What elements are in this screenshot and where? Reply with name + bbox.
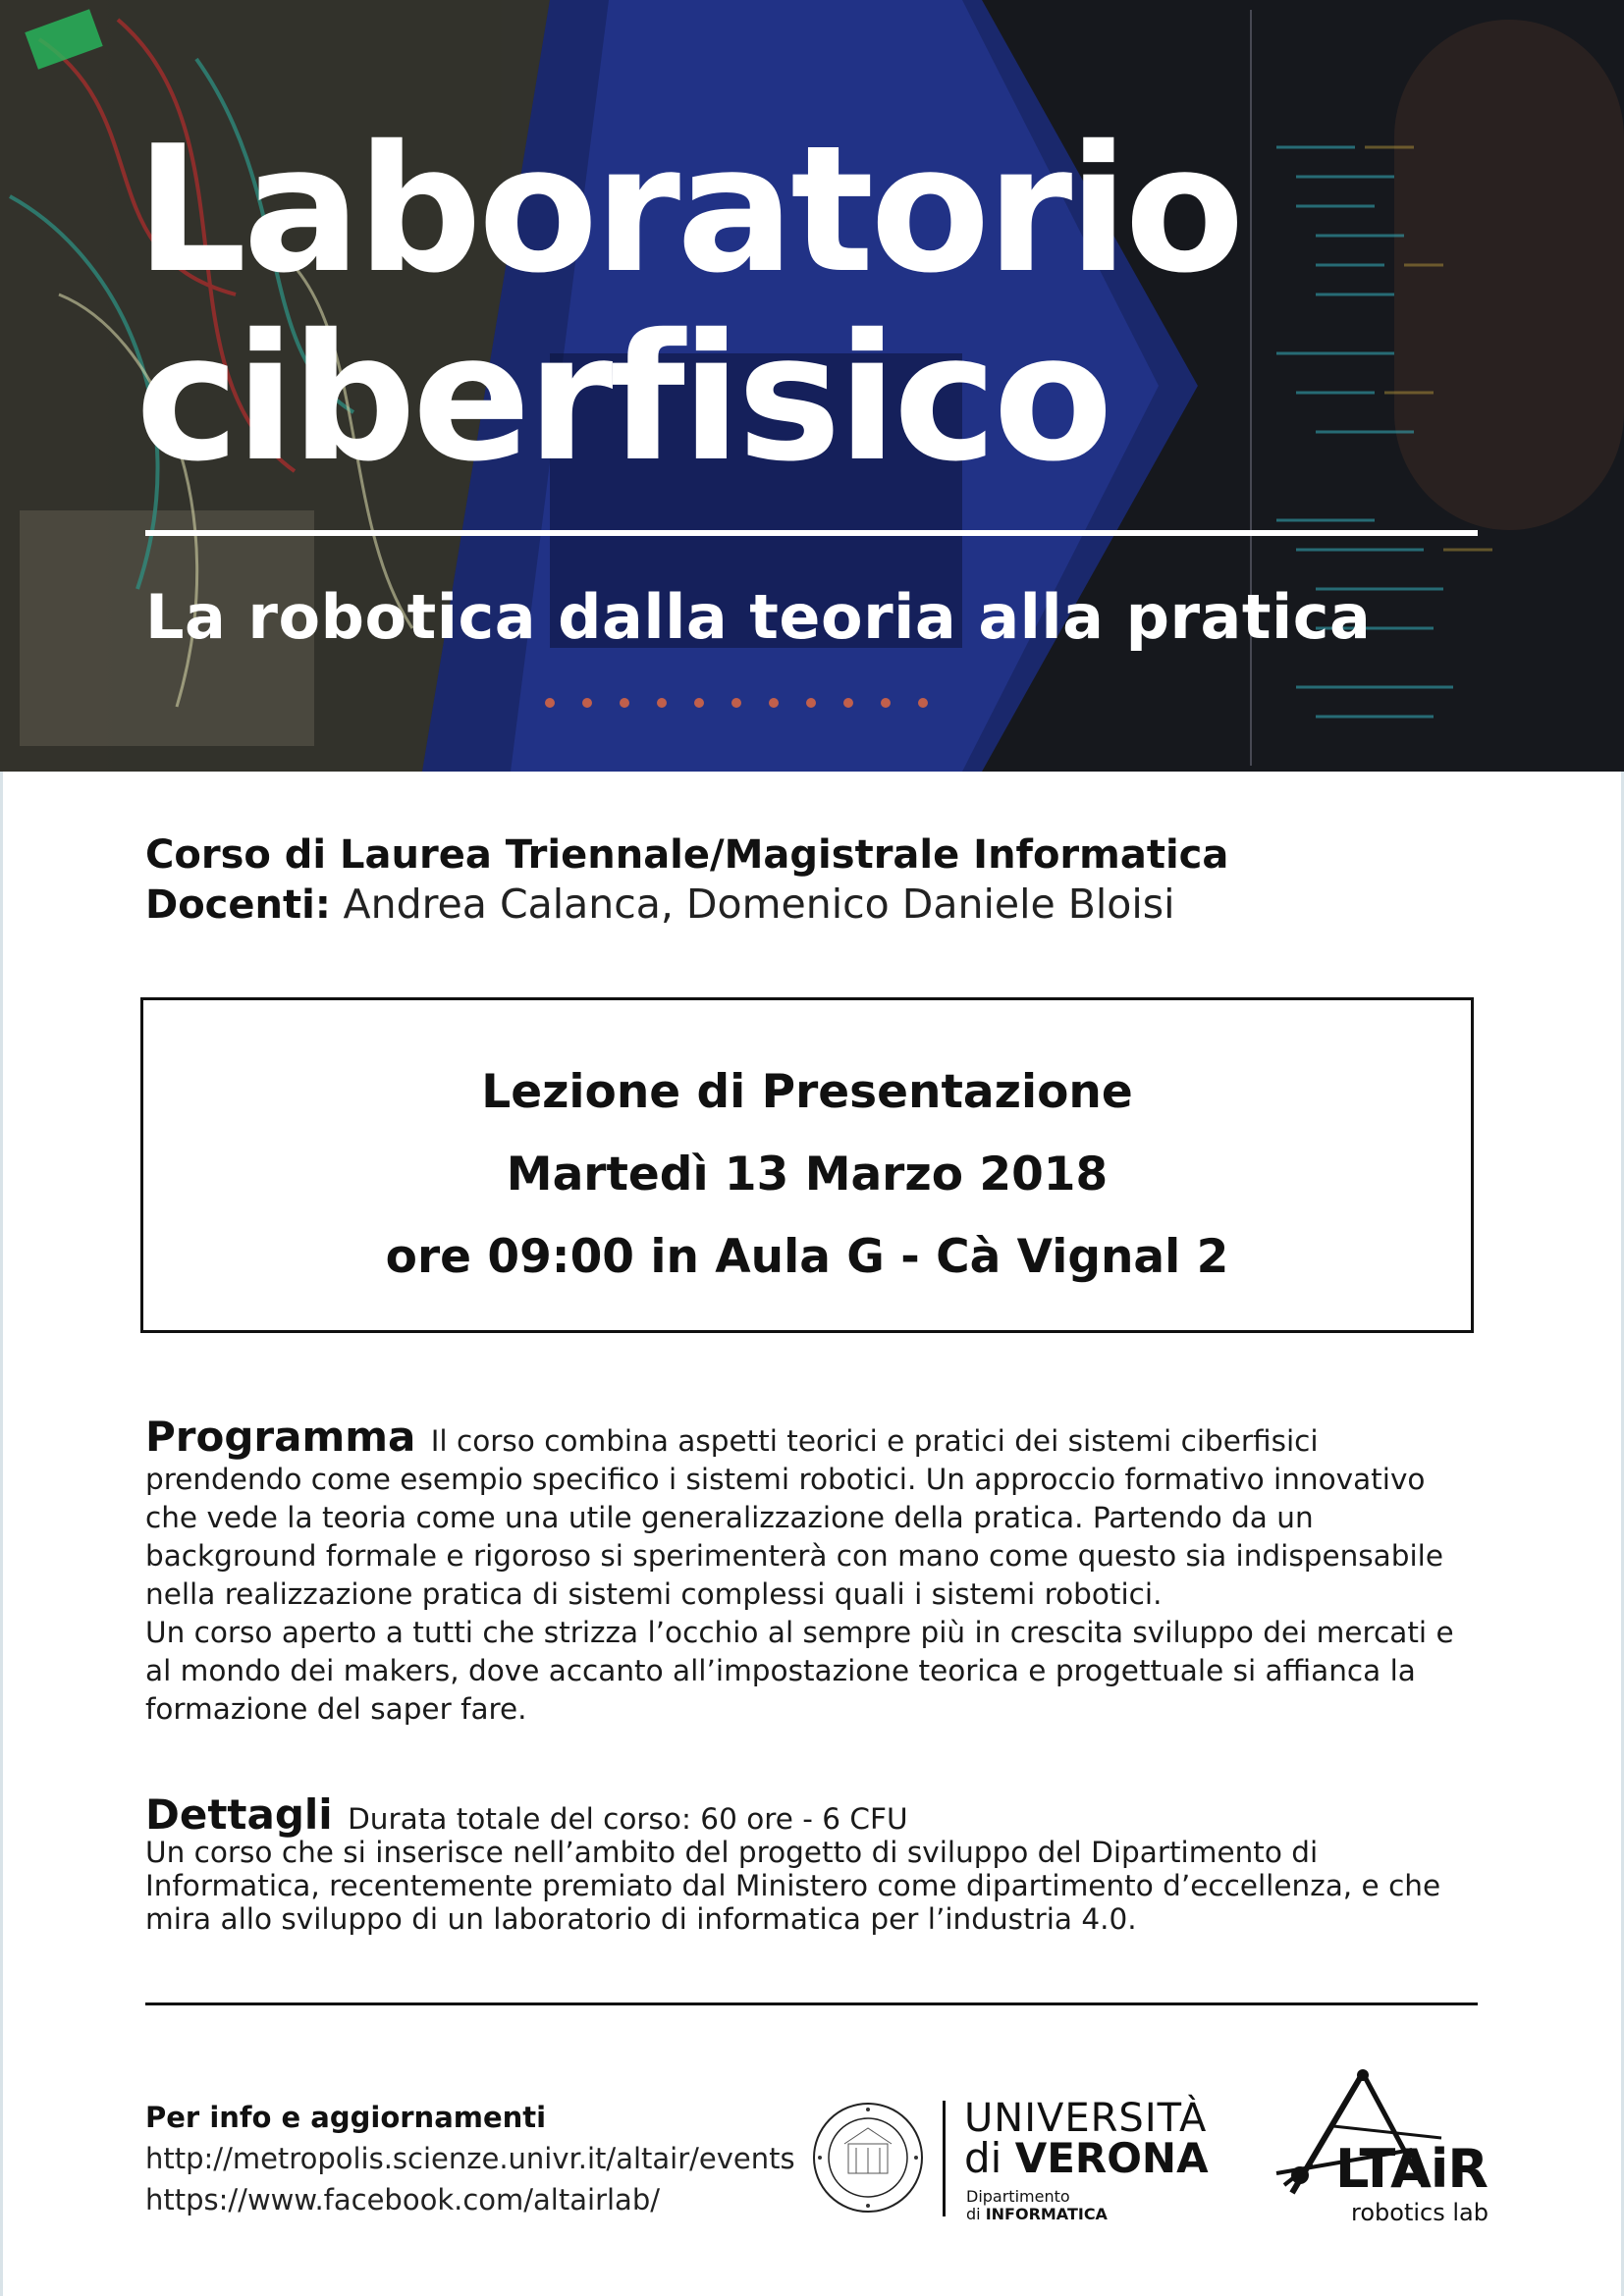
program-text-1: Il corso combina aspetti teorici e pratici dei sistemi ciberfisici prendendo come esempio specifico i sistemi robotici. Un approccio formativo innovativo che vede la teoria come una utile generalizzazione della pratica. Partendo da un background formale e rigoroso si sperimenterà con mano come questo sia indispensabile nella realizzazione pratica di sistemi complessi quali i sistemi robotici. xyxy=(145,1424,1444,1611)
event-date: Martedì 13 Marzo 2018 xyxy=(506,1148,1109,1201)
teachers-label: Docenti: xyxy=(145,882,331,928)
course-info xyxy=(145,830,1228,930)
event-title: Lezione di Presentazione xyxy=(481,1065,1133,1119)
event-box xyxy=(140,997,1474,1333)
univr-name: UNIVERSITÀ xyxy=(964,2096,1208,2141)
altair-tagline: robotics lab xyxy=(1351,2199,1489,2226)
poster-title-line1: Laboratorio xyxy=(135,108,1241,311)
details-section xyxy=(145,1790,1481,1936)
univr-dept-label: Dipartimento xyxy=(966,2187,1070,2206)
program-heading: Programma xyxy=(145,1413,416,1461)
program-section xyxy=(145,1413,1481,1729)
details-text: Un corso che si inserisce nell’ambito del progetto di sviluppo del Dipartimento di Informatica, recentemente premiato dal Ministero come dipartimento d’eccellenza, e che mira allo sviluppo di un laboratorio di informatica per l’industria 4.0. xyxy=(145,1836,1441,1936)
univr-dept-name: INFORMATICA xyxy=(985,2205,1108,2223)
footer-divider xyxy=(145,2002,1478,2005)
teachers-names: Andrea Calanca, Domenico Daniele Bloisi xyxy=(343,881,1175,928)
poster-title-line2: ciberfisico xyxy=(135,296,1110,500)
univr-dept-di: di xyxy=(966,2205,986,2223)
hero-banner xyxy=(0,0,1624,772)
univr-di: di xyxy=(964,2134,1015,2182)
teachers-line xyxy=(145,880,1228,930)
degree-course: Corso di Laurea Triennale/Magistrale Informatica xyxy=(145,832,1229,878)
program-paragraph-2: Un corso aperto a tutti che strizza l’occhio al sempre più in crescita sviluppo dei mercati e al mondo dei makers, dove accanto all’impostazione teorica e progettuale si affianca la formazione del saper fare. xyxy=(145,1616,1454,1726)
altair-wordmark: LTAiR xyxy=(1335,2138,1488,2200)
details-duration: Durata totale del corso: 60 ore - 6 CFU xyxy=(348,1802,908,1836)
university-verona-logo xyxy=(811,2097,1223,2224)
info-block xyxy=(145,2097,795,2220)
info-heading: Per info e aggiornamenti xyxy=(145,2101,547,2134)
event-time-place: ore 09:00 in Aula G - Cà Vignal 2 xyxy=(385,1230,1229,1284)
program-paragraph-1 xyxy=(145,1413,1481,1614)
university-seal-icon xyxy=(811,2101,925,2215)
univr-dept-line xyxy=(966,2205,1108,2223)
univr-city-line xyxy=(964,2136,1209,2181)
details-first-line xyxy=(145,1790,1481,1839)
details-heading: Dettagli xyxy=(145,1790,333,1839)
events-link[interactable]: http://metropolis.scienze.univr.it/altair/events xyxy=(145,2142,795,2175)
poster-title xyxy=(135,108,1241,500)
hero-divider xyxy=(145,530,1478,536)
univr-city: VERONA xyxy=(1014,2134,1209,2182)
altair-logo xyxy=(1274,2065,1490,2232)
logo-separator xyxy=(943,2101,946,2216)
poster-subtitle: La robotica dalla teoria alla pratica xyxy=(145,581,1372,653)
facebook-link[interactable]: https://www.facebook.com/altairlab/ xyxy=(145,2183,660,2216)
